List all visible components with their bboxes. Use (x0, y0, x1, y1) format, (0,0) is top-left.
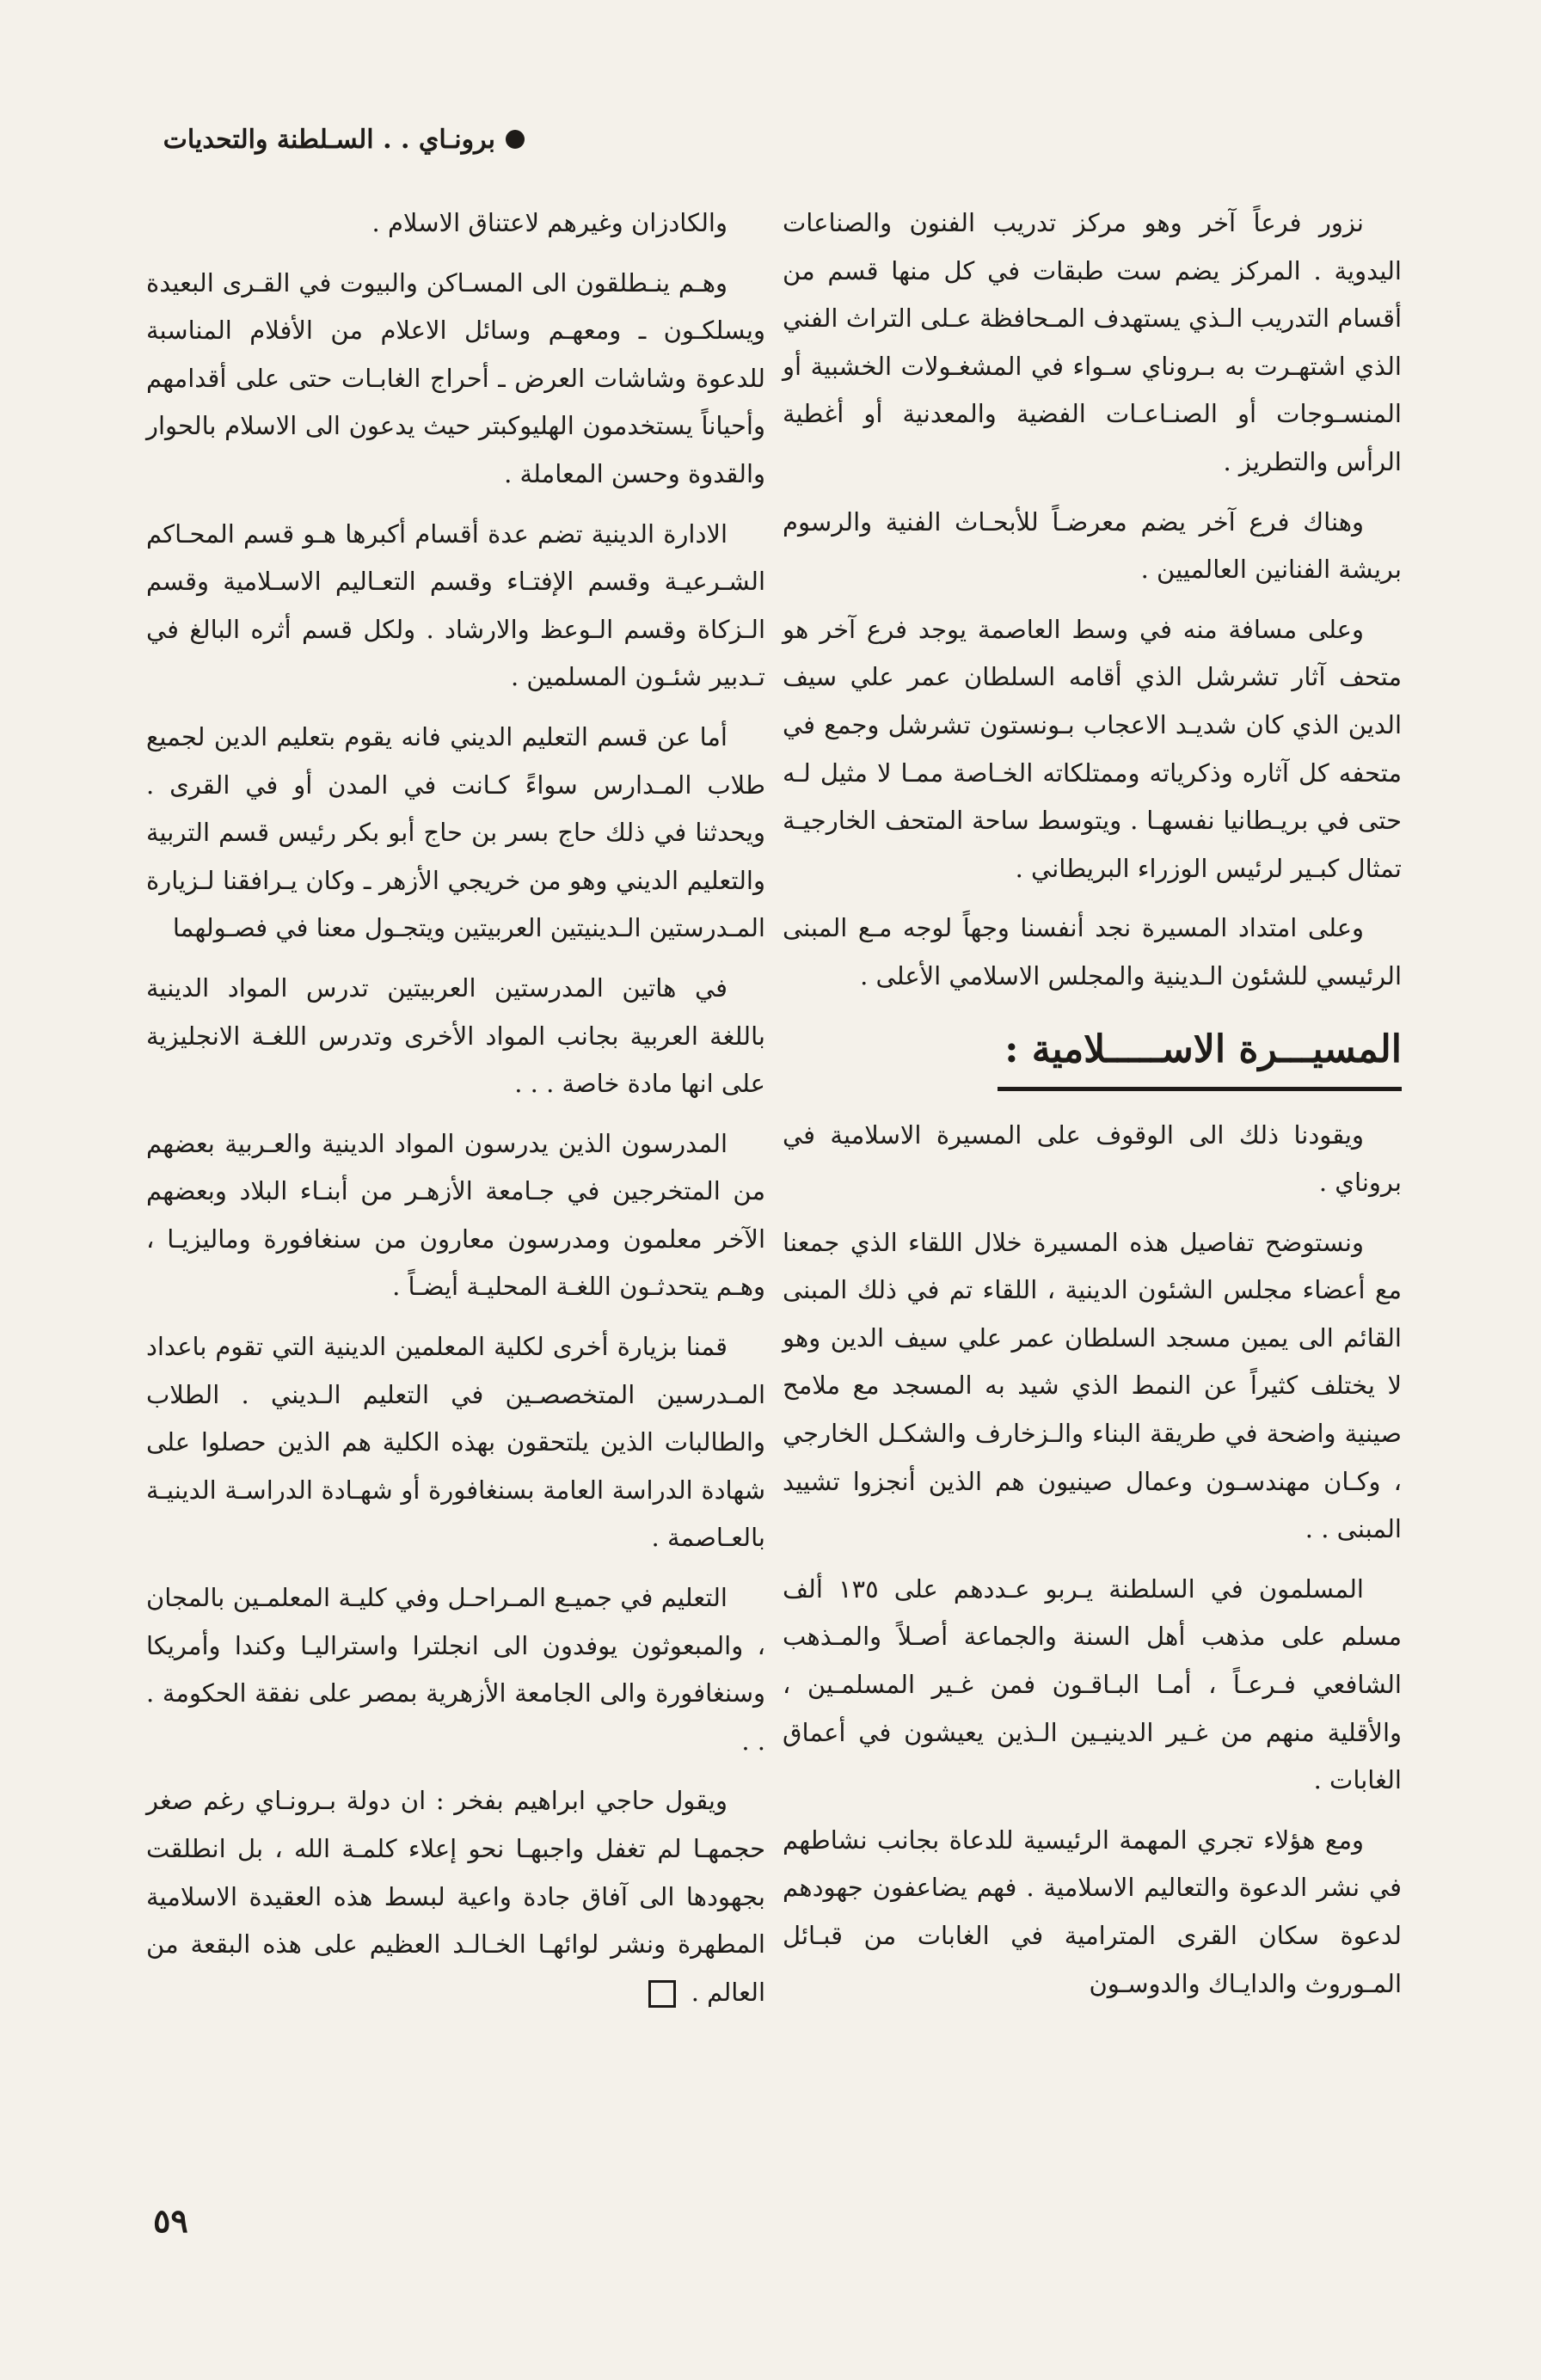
paragraph: الادارة الدينية تضم عدة أقسام أكبرها هـو قسم المحـاكم الشـرعيـة وقسم الإفتـاء وقسم التعـاليم الاسـلامية وقسم الـزكاة وقسم الـوعظ والارشاد . ولكل قسم أثره البالغ في تـدبير شئـون المسلمين . (146, 518, 765, 692)
running-title: برونـاي . . السـلطنة والتحديات (163, 124, 495, 155)
right-column (783, 199, 1402, 2020)
left-column (146, 199, 765, 2028)
paragraph: والكادزان وغيرهم لاعتناق الاسلام . (371, 208, 728, 237)
paragraph: نزور فرعاً آخر وهو مركز تدريب الفنون والصناعات اليدوية . المركز يضم ست طبقات في كل منها قسم من أقسام التدريب الـذي يستهدف المـحافظة عـلى التراث الفني الذي اشتهـرت به بـروناي سـواء في المشغـولات الخشبية أو المنسـوجات أو الصنـاعـات الفضية والمعدنية أو أغطية الرأس والتطريز . (783, 208, 1402, 476)
paragraph: في هاتين المدرستين العربيتين تدرس المواد الدينية باللغة العربية بجانب المواد الأخرى وتدرس اللغـة الانجليزية على انها مادة خاصة . . . (146, 972, 765, 1099)
paragraph: المسلمون في السلطنة يـربو عـددهم على ١٣٥ ألف مسلم على مذهب أهل السنة والجماعة أصـلاً والمـذهب الشافعي فـرعـاً ، أمـا البـاقـون فمن غـير المسلمـين ، والأقلية منهم من غـير الدينيـين الـذين يعيشون في أعماق الغابات . (783, 1573, 1402, 1795)
paragraph: وهناك فرع آخر يضم معرضـاً للأبحـاث الفنية والرسوم بريشة الفنانين العالميين . (783, 506, 1402, 585)
paragraph: المدرسون الذين يدرسون المواد الدينية والعـربية بعضهم من المتخرجين في جـامعة الأزهـر من أبنـاء البلاد وبعضهم الآخر معلمون ومدرسون معارون من سنغافورة وماليزيـا ، وهـم يتحدثـون اللغـة المحليـة أيضـاً . (146, 1128, 765, 1302)
paragraph: التعليم في جميـع المـراحـل وفي كليـة المعلمـين بالمجان ، والمبعوثون يوفدون الى انجلترا واستراليـا وكندا وأمريكا وسنغافورة والى الجامعة الأزهرية بمصر على نفقة الحكومة . . . (146, 1583, 765, 1756)
heading-underline (998, 1087, 1402, 1091)
running-header (138, 113, 525, 165)
paragraph: ونستوضح تفاصيل هذه المسيرة خلال اللقاء الذي جمعنا مع أعضاء مجلس الشئون الدينية ، اللقاء تم في ذلك المبنى القائم الى يمين مسجد السلطان عمر علي سيف الدين وهو لا يختلف كثيراً عن النمط الذي شيد به المسجد مع ملامح صينية واضحة في طريقة البناء والـزخارف والشكـل الخارجي ، وكـان مهندسـون وعمال صينيون هم الذين أنجزوا تشييد المبنى . . (783, 1227, 1402, 1544)
page-number: ٥٩ (153, 2201, 188, 2240)
paragraph: قمنا بزيارة أخرى لكلية المعلمين الدينية التي تقوم باعداد المـدرسين المتخصصـين في التعليم الـديني . الطلاب والطالبات الذين يلتحقون بهذه الكلية هم الذين حصلوا على شهادة الدراسة العامة بسنغافورة أو شهـادة الدراسـة الدينيـة بالعـاصمة . (146, 1332, 765, 1553)
final-paragraph-text: ويقول حاجي ابراهيم بفخر : ان دولة بـرونـاي رغم صغر حجمهـا لم تغفل واجبهـا نحو إعلاء كلمـة الله ، بل انطلقت بجهودها الى آفاق جادة واعية لبسط هذه العقيدة الاسلامية المطهرة ونشر لوائهـا الخـالـد العظيم على هذه البقعة من العالم . (146, 1786, 765, 2007)
end-mark-icon (648, 1980, 676, 2008)
bullet-dot-icon (506, 130, 525, 149)
final-paragraph (146, 1777, 765, 2016)
paragraph: وهـم ينـطلقون الى المسـاكن والبيوت في القـرى البعيدة ويسلكـون ـ ومعهـم وسائل الاعلام من الأفلام المناسبة للدعوة وشاشات العرض ـ أحراج الغابـات حتى على أقدامهم وأحياناً يستخدمون الهليوكبتر حيث يدعون الى الاسلام بالحوار والقدوة وحسن المعاملة . (146, 267, 765, 488)
paragraph: ومع هؤلاء تجري المهمة الرئيسية للدعاة بجانب نشاطهم في نشر الدعوة والتعاليم الاسلامية . فهم يضاعفون جهودهم لدعوة سكان القرى المترامية في الغابات من قبـائل المـوروث والدايـاك والدوسـون (783, 1825, 1402, 1998)
paragraph: ويقودنا ذلك الى الوقوف على المسيرة الاسلامية في بروناي . (783, 1119, 1402, 1198)
section-heading: المسيـــرة الاســـــلامية : (1004, 1027, 1402, 1071)
paragraph: أما عن قسم التعليم الديني فانه يقوم بتعليم الدين لجميع طلاب المـدارس سواءً كـانت في المدن أو في القرى . ويحدثنا في ذلك حاج بسر بن حاج أبو بكر رئيس قسم التربية والتعليم الديني وهو من خريجي الأزهر ـ وكان يـرافقنا لـزيارة المـدرستين الـدينيتين العربيتين ويتجـول معنا في فصـولهما (146, 721, 765, 943)
paragraph: وعلى امتداد المسيرة نجد أنفسنا وجهاً لوجه مـع المبنى الرئيسي للشئون الـدينية والمجلس الاسلامي الأعلى . (783, 913, 1402, 991)
paragraph: وعلى مسافة منه في وسط العاصمة يوجد فرع آخر هو متحف آثار تشرشل الذي أقامه السلطان عمر علي سيف الدين الذي كان شديـد الاعجاب بـونستون تشرشل وجمع في متحفه كل آثاره وذكرياته وممتلكاته الخـاصة ممـا لا مثيل لـه حتى في بريـطانيا نفسهـا . ويتوسط ساحة المتحف الخارجيـة تمثال كبـير لرئيس الوزراء البريطاني . (783, 614, 1402, 883)
